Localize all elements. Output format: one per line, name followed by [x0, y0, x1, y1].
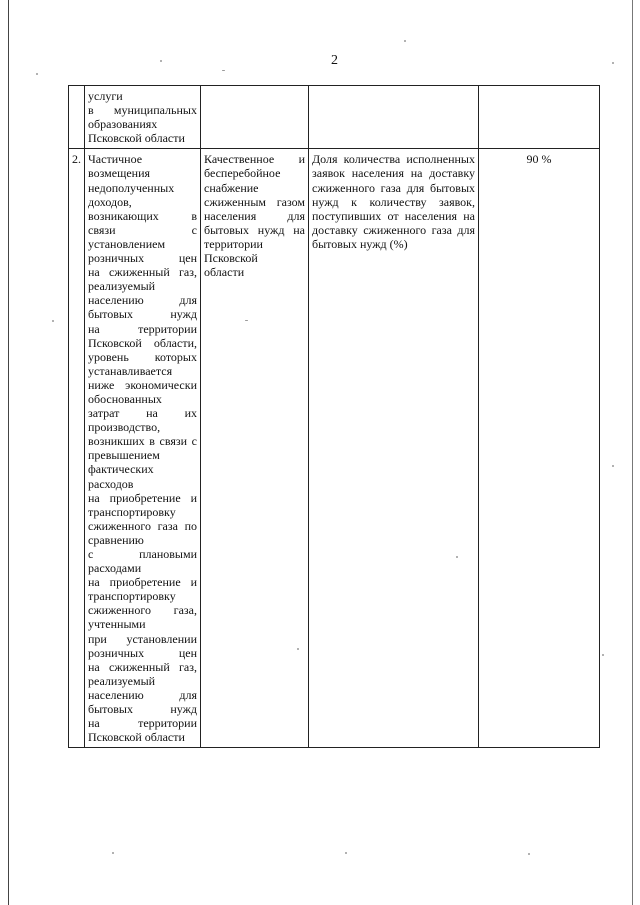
text-line: розничных цен: [88, 645, 197, 660]
document-table: [68, 85, 600, 748]
scan-speck: [602, 654, 604, 656]
text-line: нужд к количеству заявок,: [312, 194, 475, 209]
text-line: области: [204, 265, 245, 280]
text-line: уровень которых: [88, 349, 197, 364]
text-line: Псковской области: [88, 131, 185, 146]
text-line: населения для: [204, 208, 305, 223]
cell-value: [479, 86, 600, 149]
text-line: Псковской области,: [88, 335, 197, 350]
text-line: обоснованных: [88, 391, 162, 406]
scan-edge-left: [8, 0, 9, 905]
text-line: бесперебойное: [204, 166, 281, 181]
text-line: возникших в связи с: [88, 434, 197, 449]
cell-objective: [201, 149, 309, 748]
text-line: территории: [204, 236, 263, 251]
text-line: на сжиженный газ,: [88, 265, 197, 280]
text-line: бытовых нужд на: [204, 222, 305, 237]
text-line: на сжиженный газ,: [88, 659, 197, 674]
scan-speck: [52, 320, 54, 322]
table-row-continuation: [69, 86, 600, 149]
text-line: расходов: [88, 476, 134, 491]
text-line: превышением: [88, 448, 160, 463]
text-line: снабжение: [204, 180, 259, 195]
text-line: реализуемый: [88, 279, 156, 294]
scan-speck: [36, 73, 38, 75]
scan-speck: [612, 465, 614, 467]
text-line: производство,: [88, 420, 161, 435]
text-line: возникающих в: [88, 208, 197, 223]
text-line: транспортировку: [88, 589, 176, 604]
cell-number: 2.: [69, 149, 85, 748]
text-line: недополученных: [88, 180, 175, 195]
text-line: возмещения: [88, 166, 151, 181]
cell-indicator: [309, 149, 479, 748]
text-line: Качественное и: [204, 152, 305, 167]
text-line: бытовых нужд: [88, 307, 197, 322]
scan-edge-right: [632, 0, 633, 905]
scan-speck: [612, 62, 614, 64]
text-line: ниже экономически: [88, 377, 197, 392]
scan-speck: [160, 60, 162, 62]
text-line: сжиженного газа для бытовых: [312, 180, 475, 195]
text-line: сжиженным газом: [204, 194, 305, 209]
scan-speck: [222, 70, 225, 71]
text-line: бытовых нужд (%): [312, 236, 408, 251]
text-line: доходов,: [88, 194, 132, 209]
text-line: заявок населения на доставку: [312, 166, 475, 181]
page-number: 2: [331, 53, 338, 68]
text-line: услуги: [88, 89, 123, 103]
text-line: населению для: [88, 687, 197, 702]
scan-speck: [345, 852, 347, 854]
text-line: населению для: [88, 293, 197, 308]
text-line: устанавливается: [88, 363, 173, 378]
text-line: при установлении: [88, 631, 197, 646]
text-line: учтенными: [88, 617, 146, 632]
text-line: на приобретение и: [88, 575, 197, 590]
text-line: сжиженного газа,: [88, 603, 197, 618]
text-line: поступивших от населения на: [312, 208, 475, 223]
text-line: розничных цен: [88, 251, 197, 266]
text-line: Доля количества исполненных: [312, 152, 475, 167]
text-line: с плановыми: [88, 547, 197, 561]
text-line: Частичное: [88, 152, 143, 167]
table-row-2: [69, 149, 600, 748]
text-line: расходами: [88, 561, 142, 576]
text-line: затрат на их: [88, 406, 197, 421]
text-line: образованиях: [88, 117, 158, 132]
text-line: на территории: [88, 321, 197, 336]
cell-description: [85, 149, 201, 748]
scan-speck: [528, 853, 530, 855]
text-line: сравнению: [88, 532, 144, 547]
scan-speck: [112, 852, 114, 854]
cell-number: [69, 86, 85, 149]
text-line: транспортировку: [88, 504, 176, 519]
cell-value: 90 %: [479, 149, 600, 748]
text-line: на приобретение и: [88, 490, 197, 505]
text-line: сжиженного газа по: [88, 518, 197, 533]
text-line: бытовых нужд: [88, 702, 197, 717]
text-line: фактических: [88, 462, 154, 477]
text-line: установлением: [88, 236, 166, 251]
text-line: Псковской области: [88, 730, 185, 745]
cell-indicator: [309, 86, 479, 149]
cell-description: [85, 86, 201, 149]
text-line: связи с: [88, 222, 197, 237]
text-line: доставку сжиженного газа для: [312, 222, 475, 237]
cell-objective: [201, 86, 309, 149]
text-line: на территории: [88, 716, 197, 731]
text-line: в муниципальных: [88, 103, 197, 118]
scan-speck: [404, 40, 406, 42]
text-line: Псковской: [204, 251, 258, 266]
text-line: реализуемый: [88, 673, 156, 688]
